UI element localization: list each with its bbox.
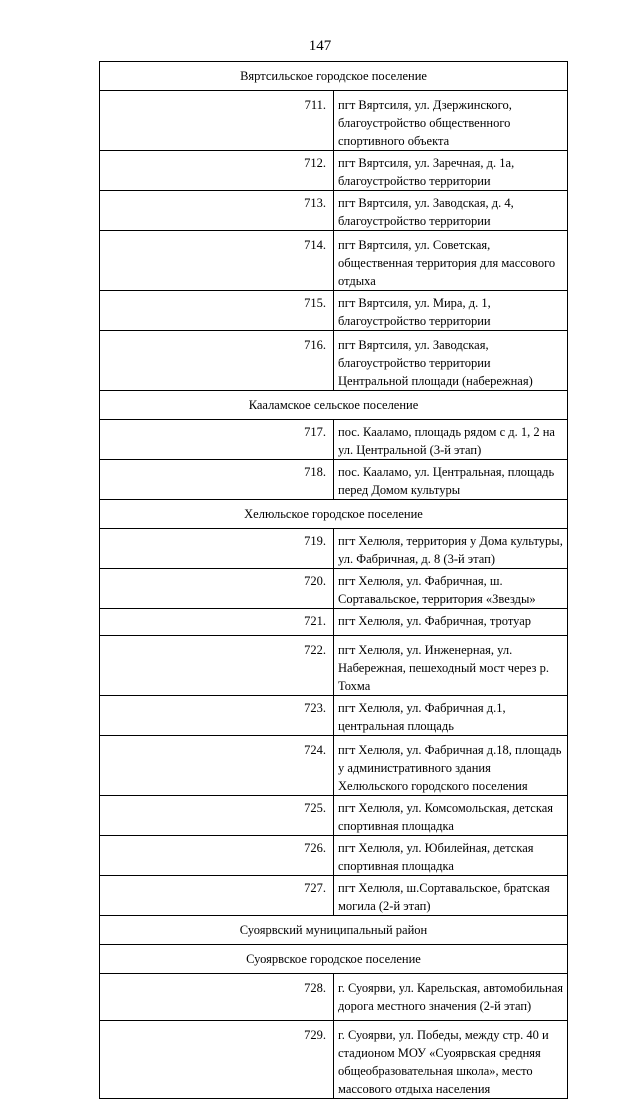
objects-table	[99, 61, 568, 1099]
table-row	[100, 331, 568, 391]
row-number: 723.	[100, 696, 334, 736]
row-description: г. Суоярви, ул. Победы, между стр. 40 и стадионом МОУ «Суоярвская средняя общеобразовательная школа», место массового отдыха населения	[334, 1021, 568, 1099]
table-row	[100, 291, 568, 331]
table-row	[100, 191, 568, 231]
table-row	[100, 460, 568, 500]
row-description: пгт Хелюля, ул. Фабричная д.1, центральная площадь	[334, 696, 568, 736]
section-header-row	[100, 500, 568, 529]
row-description: пгт Хелюля, ул. Комсомольская, детская спортивная площадка	[334, 796, 568, 836]
row-description: пос. Кааламо, площадь рядом с д. 1, 2 на ул. Центральной (3-й этап)	[334, 420, 568, 460]
row-number: 729.	[100, 1021, 334, 1099]
row-description: пгт Вяртсиля, ул. Заводская, д. 4, благоустройство территории	[334, 191, 568, 231]
row-description: пгт Вяртсиля, ул. Мира, д. 1, благоустройство территории	[334, 291, 568, 331]
section-title: Хелюльское городское поселение	[100, 500, 568, 529]
row-description: пгт Вяртсиля, ул. Заводская, благоустройство территории Центральной площади (набережная)	[334, 331, 568, 391]
section-header-row	[100, 916, 568, 945]
section-title: Суоярвский муниципальный район	[100, 916, 568, 945]
table-row	[100, 636, 568, 696]
table-row	[100, 231, 568, 291]
row-number: 720.	[100, 569, 334, 609]
row-number: 712.	[100, 151, 334, 191]
table-row	[100, 796, 568, 836]
section-header-row	[100, 62, 568, 91]
row-number: 716.	[100, 331, 334, 391]
row-number: 724.	[100, 736, 334, 796]
row-number: 727.	[100, 876, 334, 916]
row-description: пгт Вяртсиля, ул. Заречная, д. 1а, благоустройство территории	[334, 151, 568, 191]
row-number: 718.	[100, 460, 334, 500]
table-row	[100, 569, 568, 609]
table-row	[100, 836, 568, 876]
table-row	[100, 974, 568, 1021]
row-number: 726.	[100, 836, 334, 876]
table-row	[100, 876, 568, 916]
row-number: 714.	[100, 231, 334, 291]
row-number: 721.	[100, 609, 334, 636]
row-description: пгт Хелюля, ул. Фабричная д.18, площадь у административного здания Хелюльского городского поселения	[334, 736, 568, 796]
table-row	[100, 151, 568, 191]
section-title: Вяртсильское городское поселение	[100, 62, 568, 91]
table-row	[100, 736, 568, 796]
section-title: Суоярвское городское поселение	[100, 945, 568, 974]
row-description: пгт Хелюля, ул. Юбилейная, детская спортивная площадка	[334, 836, 568, 876]
row-number: 713.	[100, 191, 334, 231]
table-row	[100, 1021, 568, 1099]
table-row	[100, 696, 568, 736]
table-row	[100, 420, 568, 460]
table-row	[100, 529, 568, 569]
row-number: 728.	[100, 974, 334, 1021]
row-description: пгт Хелюля, ул. Фабричная, ш. Сортавальское, территория «Звезды»	[334, 569, 568, 609]
table-row	[100, 609, 568, 636]
section-header-row	[100, 391, 568, 420]
table-row	[100, 91, 568, 151]
row-number: 722.	[100, 636, 334, 696]
row-number: 717.	[100, 420, 334, 460]
row-description: пгт Хелюля, территория у Дома культуры, ул. Фабричная, д. 8 (3-й этап)	[334, 529, 568, 569]
row-description: пгт Вяртсиля, ул. Советская, общественная территория для массового отдыха	[334, 231, 568, 291]
row-description: г. Суоярви, ул. Карельская, автомобильная дорога местного значения (2-й этап)	[334, 974, 568, 1021]
section-header-row	[100, 945, 568, 974]
row-description: пгт Хелюля, ул. Фабричная, тротуар	[334, 609, 568, 636]
row-description: пгт Вяртсиля, ул. Дзержинского, благоустройство общественного спортивного объекта	[334, 91, 568, 151]
page-number: 147	[308, 38, 332, 54]
row-description: пгт Хелюля, ш.Сортавальское, братская могила (2-й этап)	[334, 876, 568, 916]
section-title: Кааламское сельское поселение	[100, 391, 568, 420]
row-number: 719.	[100, 529, 334, 569]
row-number: 725.	[100, 796, 334, 836]
row-description: пос. Кааламо, ул. Центральная, площадь перед Домом культуры	[334, 460, 568, 500]
row-description: пгт Хелюля, ул. Инженерная, ул. Набережная, пешеходный мост через р. Тохма	[334, 636, 568, 696]
row-number: 715.	[100, 291, 334, 331]
row-number: 711.	[100, 91, 334, 151]
